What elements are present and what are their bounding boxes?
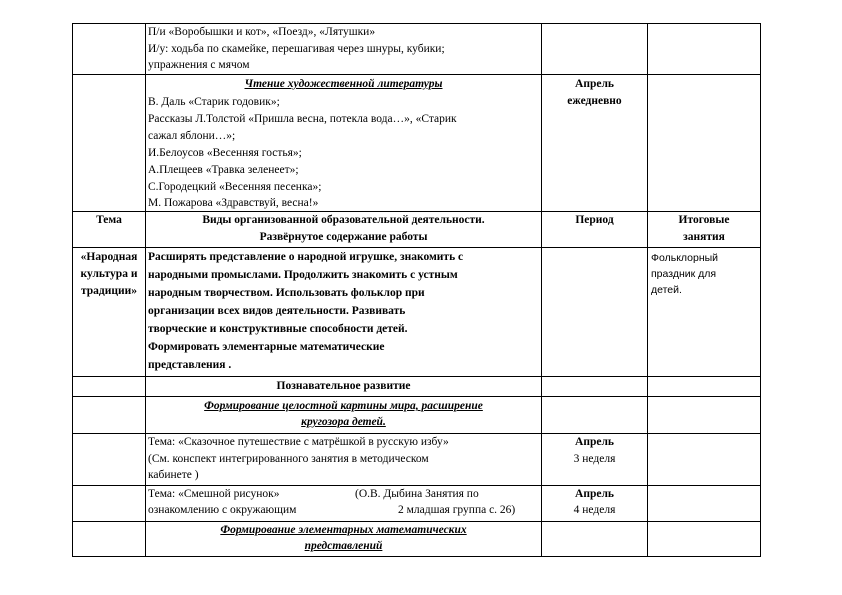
- worldview-title-line2: кругозора детей.: [301, 416, 386, 428]
- header-activities-line1: Виды организованной образовательной деятельности.: [202, 214, 485, 226]
- activity-line: П/и «Воробышки и кот», «Поезд», «Лятушки»: [148, 26, 376, 38]
- theme-content-line: народным творчеством. Использовать фольклор при: [148, 287, 425, 299]
- lesson2-line: ознакомлению с окружающим: [148, 504, 297, 516]
- reading-line: А.Плещеев «Травка зеленеет»;: [148, 164, 299, 176]
- math-title-line1: Формирование элементарных математических: [220, 524, 467, 536]
- final-event: праздник для: [651, 268, 717, 280]
- lesson2-line: Тема: «Смешной рисунок»: [148, 488, 280, 500]
- lesson1-week: 3 неделя: [573, 453, 616, 465]
- lesson1-line: (См. конспект интегрированного занятия в методическом: [148, 453, 429, 465]
- reading-period-frequency: ежедневно: [567, 95, 622, 107]
- theme-content-line: Расширять представление о народной игрушке, знакомить с: [148, 251, 464, 263]
- reading-line: Рассказы Л.Толстой «Пришла весна, потекла вода…», «Старик: [148, 113, 457, 125]
- lesson1-month: Апрель: [575, 436, 614, 448]
- lesson2-week: 4 неделя: [573, 504, 616, 516]
- col-line: [760, 23, 761, 557]
- theme-content-line: Формировать элементарные математические: [148, 341, 385, 353]
- reading-period-month: Апрель: [575, 78, 614, 90]
- row-line: [72, 556, 761, 557]
- final-event: Фольклорный: [651, 252, 719, 264]
- header-final-line1: Итоговые: [678, 214, 730, 226]
- theme-name: традиции»: [80, 285, 137, 297]
- section-cognitive: Познавательное развитие: [276, 380, 411, 392]
- reading-line: И.Белоусов «Весенняя гостья»;: [148, 147, 302, 159]
- theme-content-line: организации всех видов деятельности. Развивать: [148, 305, 406, 317]
- worldview-title-line1: Формирование целостной картины мира, расширение: [204, 400, 483, 412]
- reading-line: В. Даль «Старик годовик»;: [148, 96, 280, 108]
- header-activities-line2: Развёрнутое содержание работы: [259, 231, 428, 243]
- lesson1-line: кабинете ): [148, 469, 199, 481]
- row-line: [72, 396, 761, 397]
- lesson2-line: 2 младшая группа с. 26): [398, 504, 516, 516]
- activity-line: упражнения с мячом: [148, 59, 250, 71]
- reading-title: Чтение художественной литературы: [244, 78, 443, 90]
- col-line: [647, 23, 648, 557]
- final-event: детей.: [651, 284, 682, 296]
- col-line: [145, 23, 146, 557]
- lesson2-line: (О.В. Дыбина Занятия по: [355, 488, 479, 500]
- reading-line: М. Пожарова «Здравствуй, весна!»: [148, 197, 319, 209]
- header-theme: Тема: [96, 214, 122, 226]
- row-line: [72, 74, 761, 75]
- header-final-line2: занятия: [683, 231, 725, 243]
- activity-line: И/у: ходьба по скамейке, перешагивая через шнуры, кубики;: [148, 43, 445, 55]
- row-line: [72, 376, 761, 377]
- theme-content-line: представления .: [148, 359, 232, 371]
- theme-content-line: народными промыслами. Продолжить знакомить с устным: [148, 269, 458, 281]
- row-line: [72, 247, 761, 248]
- reading-line: С.Городецкий «Весенняя песенка»;: [148, 181, 322, 193]
- theme-content-line: творческие и конструктивные способности детей.: [148, 323, 408, 335]
- math-title-line2: представлений: [304, 540, 383, 552]
- lesson1-line: Тема: «Сказочное путешествие с матрёшкой в русскую избу»: [148, 436, 449, 448]
- theme-name: «Народная: [80, 251, 138, 263]
- reading-line: сажал яблони…»;: [148, 130, 236, 142]
- header-period: Период: [575, 214, 614, 226]
- lesson2-month: Апрель: [575, 488, 614, 500]
- theme-name: культура и: [80, 268, 138, 280]
